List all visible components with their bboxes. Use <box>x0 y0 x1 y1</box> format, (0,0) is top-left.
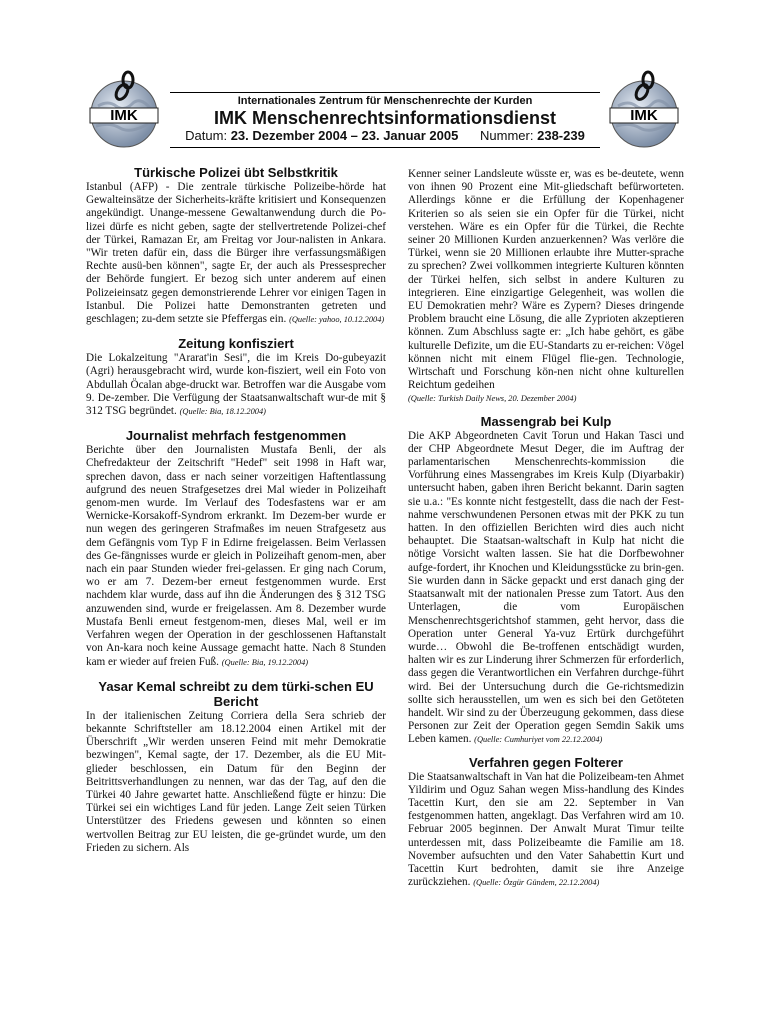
article <box>408 414 684 747</box>
article <box>86 428 386 668</box>
svg-text:IMK: IMK <box>630 107 658 124</box>
article-body: Kenner seiner Landsleute wüsste er, was es be-deutete, wenn von ihnen 90 Prozent eine Mit-gliedschaft befürworteten. Allerdings könne er die Erfüllung der Kopenhagener Kriterien so als seien sie ein Opfer für die Türkei, nicht verstehen. Wäre es ein Opfer für die Türkei, die Rechte seiner 20 Millionen Kurden anzuerkennen? Was verlöre die Türkei, wenn sie 20 Millionen erlaubte ihre Mutter-sprache zu sprechen? Zwei vollkommen integrierte Kulturen könnten der Türkei helfen, sich selbst in andere Kulturen zu integrieren. Eine einzigartige Gelegenheit, was wollen die EU Demokratien mehr? Wäre es Zypern? Dieses dringende Problem braucht eine Lösung, die alle Zyprioten akzeptieren können. Zum Abschluss sagte er: „Ich habe gehört, es gäbe kulturelle Defizite, um die EU-Standarts zu er-reichen: Vögel können nicht mit einem Flügel flie-gen. Technologie, Wirtschaft und Forschung kön-nen nicht ohne kulturellen Reichtum gedeihen (Quelle: Turkish Daily News, 20. Dezember 2004) <box>408 168 684 404</box>
article-source: (Quelle: Bia, 19.12.2004) <box>221 657 309 667</box>
article-source: (Quelle: Cumhuriyet vom 22.12.2004) <box>474 735 603 745</box>
article-source: (Quelle: Özgür Gündem, 22.12.2004) <box>473 878 600 888</box>
article-title: Zeitung konfisziert <box>178 336 294 352</box>
publication-title: IMK Menschenrechtsinformationsdienst <box>213 108 557 128</box>
article-body: In der italienischen Zeitung Corriera della Sera schrieb der bekannte Schriftsteller am 18.12.2004 einen Artikel mit der Überschrift „Wir werden unseren Feind mit mehr Demokratie bezwingen", Kemal sagte, der 17. Dezember, als die EU Mit-glieder beschlossen, ein Datum für den Beginn der Beitrittsverhandlungen zu nennen, war das der Tag, auf den die Türkei 40 Jahre gewartet hatte. Anschließend fügte er hinzu: Die Türkei sei ein wichtiges Land für jeden. Lange Zeit seien Türken Unterstützer des Friedens gewesen und könnten so einen wertvollen Beitrag zur EU leisten, die ge-gründet wurde, um den Frieden zu sichern. Als <box>86 709 386 854</box>
globe-chain-logo-icon <box>606 70 682 150</box>
article <box>86 165 386 326</box>
masthead-bottom-rule <box>170 147 600 148</box>
globe-chain-logo-icon <box>86 70 162 150</box>
svg-text:IMK: IMK <box>110 107 138 124</box>
masthead-top-rule <box>170 92 600 93</box>
number-value: 238-239 <box>537 128 585 143</box>
article <box>408 755 684 890</box>
article <box>86 336 386 418</box>
masthead <box>170 92 600 148</box>
date-label: Datum: <box>185 128 228 143</box>
issue-line <box>170 128 600 144</box>
number-label: Nummer: <box>480 128 534 143</box>
article-title: Verfahren gegen Folterer <box>469 754 623 770</box>
organization-name: Internationales Zentrum für Menschenrechte der Kurden <box>237 95 533 107</box>
article-body: Istanbul (AFP) - Die zentrale türkische Polizeibe-hörde hat Gewalteinsätze der Sicherheits-kräfte kritisiert und Konsequenzen angekündigt. Unange-messene Gewaltanwendung durch die Po-lizei dürfe es nicht geben, sagte der stellvertretende Polizei-chef der Türkei, Ramazan Er, am Freitag vor Jour-nalisten in Ankara. "Wir treten dafür ein, dass die Bürger ihre verfassungsmäßigen Rechte ausü-ben können", sagte Er, der auch als Pressesprecher der Behörde fungiert. Er bezog sich unter anderem auf einen Polizeieinsatz gegen demonstrierende Lehrer vor einigen Tagen in Istanbul. Die Polizei hatte Demonstranten getreten und geschlagen; zu-dem setzte sie Pfeffergas ein. (Quelle: yahoo, 10.12.2004) <box>86 181 386 326</box>
article-continuation <box>408 168 684 406</box>
article-source: (Quelle: yahoo, 10.12.2004) <box>289 315 385 325</box>
article-body: Berichte über den Journalisten Mustafa Benli, der als Chefredakteur der Zeitschrift "Hedef" seit 1998 in Haft war, sprechen davon, dass er nach seiner vorzeitigen Haftentlassung aufgrund des neuen Strafgesetzes drei Mal wieder in Polizeihaft genom-men wurde. Im Verlauf des Todesfastens war er am Wernicke-Korsakoff-Syndrom erkrankt. Im Dezem-ber wurde er nun wegen des geringeren Strafmaßes im neuen Strafgesetz aus dem Gefängnis vom Typ F in Edirne freigelassen. Beim Verlassen des Ge-fängnisses wurde er gleich in Polizeihaft genom-men, aber nach ein paar Stunden wieder frei-gelassen. Er ging nach Corum, wo er am 7. Dezem-ber erneut festgenommen wurde. Erst nachdem klar wurde, dass auf ihn die Änderungen des § 312 TSG anzuwenden sind, wurde er freigelassen. Am 8. Dezember wurde Mustafa Benli erneut festgenom-men, dieses Mal, weil er im Verfahren wegen der Operation in der geschlossenen Haftanstalt von An-kara noch keine Aussage gemacht hatte. Nach 8 Stunden kam er wieder auf freien Fuß. (Quelle: Bia, 19.12.2004) <box>86 444 386 668</box>
article-body: Die AKP Abgeordneten Cavit Torun und Hakan Tasci und der CHP Abgeordnete Mesut Deger, die im Auftrag der parlamentarischen Menschenrechts-kommission die Vorführung eines Massengrabes im Kreis Kulp (Diyarbakir) untersucht haben, gaben ihren Bericht bekannt. Darin sagten sie u.a.: "Es konnte nicht festgestellt, dass die nach der Fest-nahme verschwundenen Personen etwas mit der PKK zu tun hatten. In den offiziellen Berichten wird dies auch nicht behauptet. Die Staatsan-waltschaft in Kulp hat nicht die nötige Vorsicht walten lassen. Sie hat die Dorfbewohner aufge-fordert, ihr Knochen und Kleidungsstücke zu brin-gen. Sie wurden dann in Säcke gepackt und erst danach ging der Staatsanwalt mit der nationalen Presse zum Tatort. Aus den Unterlagen, die vom Europäischen Menschenrechtsgerichtshof stammen, geht hervor, dass die Operation unter General Ya-vuz Ertürk durchgeführt wurde… Obwohl die Be-troffenen entschädigt wurden, halten wir es zur Linderung ihrer Schmerzen für erforderlich, dass gegen die Verantwortlichen ein Verfahren durchge-führt wird. Bei der Untersuchung durch die Ge-richtsmedizin sollte sich herausstellen, um wen es sich bei den Getöteten handelt. Wir sind zu der Überzeugung gekommen, dass diese Personen zur Zeit der Operation gegen Semdin Sakik ums Leben kamen. (Quelle: Cumhuriyet vom 22.12.2004) <box>408 429 684 746</box>
article-source: (Quelle: Turkish Daily News, 20. Dezember 2004) <box>408 394 577 404</box>
article-title: Massengrab bei Kulp <box>480 413 612 429</box>
article-title: Yasar Kemal schreibt zu dem türki-schen EU Bericht <box>98 678 374 709</box>
right-column <box>408 168 684 897</box>
article-title: Türkische Polizei übt Selbstkritik <box>134 165 338 180</box>
article-source: (Quelle: Bia, 18.12.2004) <box>179 407 266 417</box>
article-body: Die Staatsanwaltschaft in Van hat die Polizeibeam-ten Ahmet Yildirim und Oguz Sahan wegen Miss-handlung des Kindes Tacettin Kurt, den sie am 22. September in Van festgenommen hatten, angeklagt. Das Verfahren wird am 10. Februar 2005 beginnen. Der Anwalt Murat Timur teilte unterdessen mit, dass Polizeibeamte die Familie am 18. November aufsuchten und den Vater Sahabettin Kurt und Tacettin Kurt bedrohten, damit sie ihre Anzeige zurückziehen. (Quelle: Özgür Gündem, 22.12.2004) <box>408 770 684 889</box>
imk-logo-right <box>606 70 682 150</box>
date-value: 23. Dezember 2004 – 23. Januar 2005 <box>230 128 459 143</box>
article <box>86 679 386 855</box>
imk-logo-left <box>86 70 162 150</box>
left-column <box>86 165 386 865</box>
article-body: Die Lokalzeitung "Ararat'in Sesi", die im Kreis Do-gubeyazit (Agri) herausgebracht wird, wurde kon-fisziert, weil ein Foto von Abdullah Öcalan abge-druckt war. Betroffen war die Ausgabe vom 9. De-zember. Die Verfügung der Staatsanwaltschaft wur-de mit § 312 TSG begründet. (Quelle: Bia, 18.12.2004) <box>86 352 386 418</box>
article-title: Journalist mehrfach festgenommen <box>125 428 347 444</box>
